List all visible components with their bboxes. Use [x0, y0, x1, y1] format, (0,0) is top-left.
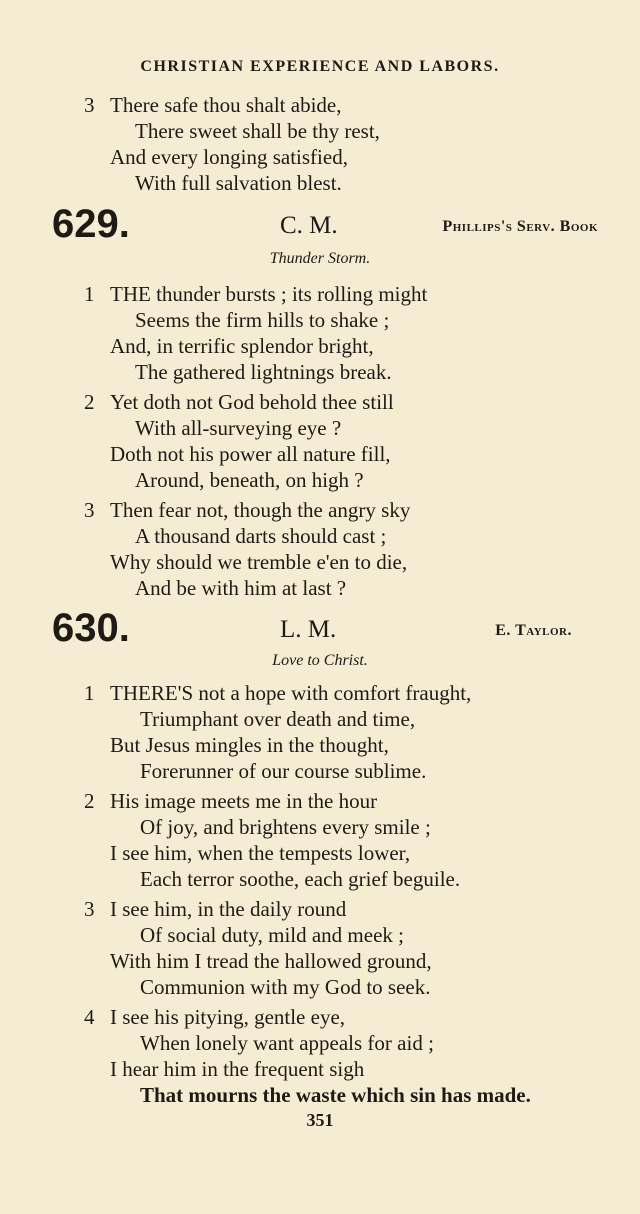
hymn-number: 629. — [52, 202, 130, 246]
verse-line: Communion with my God to seek. — [140, 975, 431, 999]
verse-line: The gathered lightnings break. — [135, 360, 392, 384]
verse-line: Of joy, and brightens every smile ; — [140, 815, 431, 839]
hymn-tune: E. Taylor. — [495, 622, 572, 639]
verse-line: I see his pitying, gentle eye, — [110, 1005, 346, 1029]
verse-line: Around, beneath, on high ? — [135, 468, 364, 492]
verse-line: With full salvation blest. — [135, 171, 342, 195]
verse-line: THERE'S not a hope with comfort fraught, — [110, 681, 472, 705]
verse-line: Each terror soothe, each grief beguile. — [140, 867, 461, 891]
running-head: CHRISTIAN EXPERIENCE AND LABORS. — [140, 58, 500, 75]
verse-line: That mourns the waste which sin has made. — [140, 1083, 531, 1107]
verse-line: I hear him in the frequent sigh — [110, 1057, 365, 1081]
hymn-header — [0, 606, 640, 656]
stanza-number: 2 — [84, 390, 95, 414]
stanza-number: 4 — [84, 1005, 95, 1029]
stanza-number: 3 — [84, 498, 95, 522]
hymn-header — [0, 202, 640, 252]
page-number: 351 — [306, 1110, 334, 1130]
stanza-number: 3 — [84, 93, 95, 117]
hymn-subtitle: Love to Christ. — [272, 652, 368, 669]
verse-line: Of social duty, mild and meek ; — [140, 923, 404, 947]
verse-line: And be with him at last ? — [135, 576, 347, 600]
verse-line: I see him, in the daily round — [110, 897, 347, 921]
verse-line: Triumphant over death and time, — [140, 707, 416, 731]
verse-line: Why should we tremble e'en to die, — [110, 550, 408, 574]
hymn-meter: C. M. — [280, 212, 338, 239]
verse-line: Doth not his power all nature fill, — [110, 442, 391, 466]
verse-line: A thousand darts should cast ; — [135, 524, 387, 548]
verse-line: There safe thou shalt abide, — [110, 93, 342, 117]
verse-line: When lonely want appeals for aid ; — [140, 1031, 434, 1055]
verse-line: With all-surveying eye ? — [135, 416, 342, 440]
verse-line: I see him, when the tempests lower, — [110, 841, 411, 865]
verse-line: And every longing satisfied, — [110, 145, 348, 169]
hymn-number: 630. — [52, 606, 130, 650]
verse-line: Forerunner of our course sublime. — [140, 759, 427, 783]
stanza-number: 2 — [84, 789, 95, 813]
verse-line: And, in terrific splendor bright, — [110, 334, 374, 358]
stanza-number: 1 — [84, 282, 95, 306]
verse-line: Seems the firm hills to shake ; — [135, 308, 390, 332]
hymn-tune: Phillips's Serv. Book — [442, 218, 598, 235]
verse-line: Yet doth not God behold thee still — [110, 390, 394, 414]
hymn-meter: L. M. — [280, 616, 337, 643]
verse-line: THE thunder bursts ; its rolling might — [110, 282, 428, 306]
verse-line: Then fear not, though the angry sky — [110, 498, 411, 522]
verse-line: But Jesus mingles in the thought, — [110, 733, 389, 757]
verse-line: With him I tread the hallowed ground, — [110, 949, 432, 973]
stanza-number: 1 — [84, 681, 95, 705]
verse-line: His image meets me in the hour — [110, 789, 378, 813]
verse-line: There sweet shall be thy rest, — [135, 119, 380, 143]
hymn-subtitle: Thunder Storm. — [269, 250, 371, 267]
stanza-number: 3 — [84, 897, 95, 921]
